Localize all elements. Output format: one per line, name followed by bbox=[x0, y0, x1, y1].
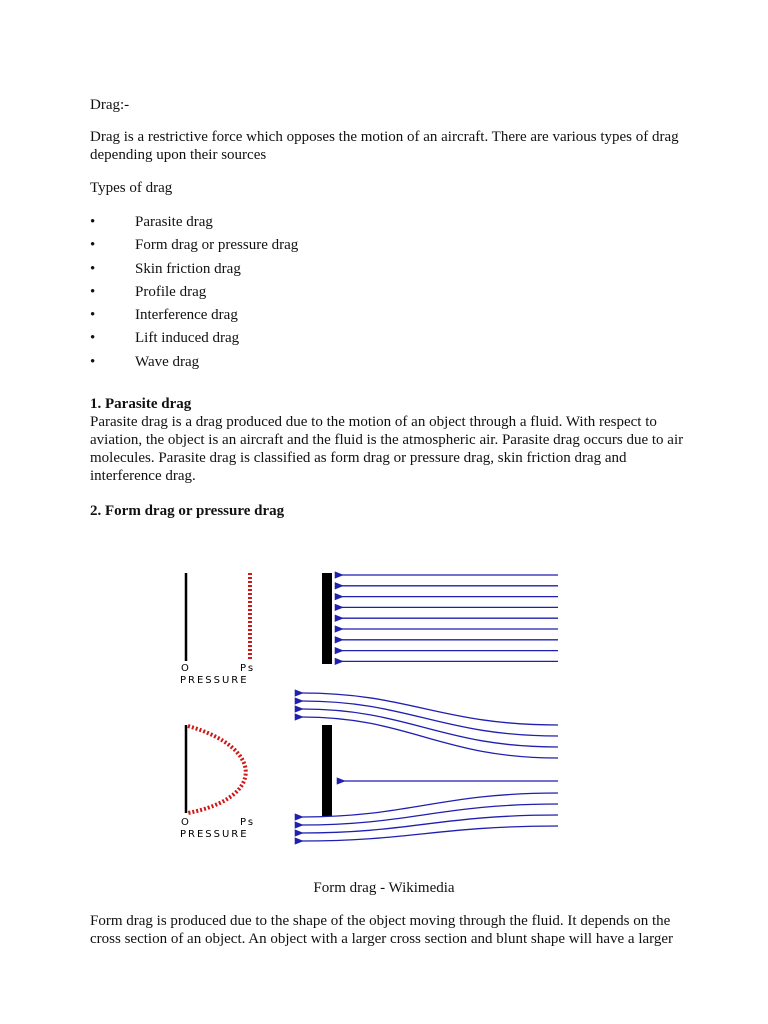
form-drag-figure bbox=[170, 563, 570, 858]
deflected-flow-lines bbox=[302, 693, 558, 841]
flow-line bbox=[302, 804, 558, 825]
bullet-icon: • bbox=[90, 214, 96, 230]
flat-plate bbox=[322, 573, 332, 664]
form-drag-diagram bbox=[170, 563, 570, 858]
list-item-label: Wave drag bbox=[135, 353, 200, 370]
bullet-icon: • bbox=[90, 330, 96, 347]
bullet-icon: • bbox=[90, 283, 96, 300]
document-title: Drag:- bbox=[90, 97, 130, 113]
list-item bbox=[90, 213, 490, 236]
list-item-label: Parasite drag bbox=[135, 214, 213, 230]
list-item-label: Lift induced drag bbox=[135, 330, 240, 347]
bullet-icon: • bbox=[90, 237, 96, 254]
flat-plate bbox=[322, 725, 332, 816]
flow-line bbox=[302, 693, 558, 725]
section-title-form-drag: 2. Form drag or pressure drag bbox=[90, 503, 285, 519]
list-item bbox=[90, 260, 490, 283]
list-item bbox=[90, 329, 490, 352]
bullet-icon: • bbox=[90, 353, 96, 370]
list-item-label: Interference drag bbox=[135, 307, 238, 324]
intro-paragraph: Drag is a restrictive force which opposes the motion of an aircraft. There are various types of drag depending upon their sources bbox=[90, 129, 679, 163]
list-item bbox=[90, 306, 490, 329]
list-item-label: Skin friction drag bbox=[135, 260, 241, 277]
list-item-label: Profile drag bbox=[135, 283, 207, 300]
zero-label: O bbox=[181, 817, 191, 828]
pressure-axis-label: PRESSURE bbox=[180, 829, 249, 840]
bullet-icon: • bbox=[90, 307, 96, 324]
section-title-parasite-drag: 1. Parasite drag bbox=[90, 396, 192, 412]
figure-caption: Form drag - Wikimedia bbox=[313, 880, 455, 896]
bullet-icon: • bbox=[90, 260, 96, 277]
flow-line bbox=[302, 709, 558, 747]
list-item bbox=[90, 283, 490, 306]
list-item bbox=[90, 236, 490, 259]
pressure-axis-label: PRESSURE bbox=[180, 675, 249, 686]
flow-line bbox=[302, 826, 558, 841]
section-body-parasite-drag: Parasite drag is a drag produced due to the motion of an object through a fluid. With respect to aviation, the object is an aircraft and the fluid is the atmospheric air. Parasite drag occurs due to air molecules. Parasite drag is classified as form drag or pressure drag, skin friction drag and interference drag. bbox=[90, 414, 684, 484]
list-item bbox=[90, 353, 490, 376]
list-item-label: Form drag or pressure drag bbox=[135, 237, 299, 254]
types-heading: Types of drag bbox=[90, 180, 173, 196]
section-body-form-drag: Form drag is produced due to the shape of the object moving through the fluid. It depends on the cross section of an object. An object with a larger cross section and blunt shape will have a larger bbox=[90, 913, 674, 947]
ps-label: Ps bbox=[240, 663, 256, 674]
pressure-distribution-curve bbox=[188, 726, 246, 813]
ps-label: Ps bbox=[240, 817, 256, 828]
drag-types-list bbox=[90, 213, 490, 376]
zero-label: O bbox=[181, 663, 191, 674]
uniform-flow-lines bbox=[342, 575, 558, 661]
